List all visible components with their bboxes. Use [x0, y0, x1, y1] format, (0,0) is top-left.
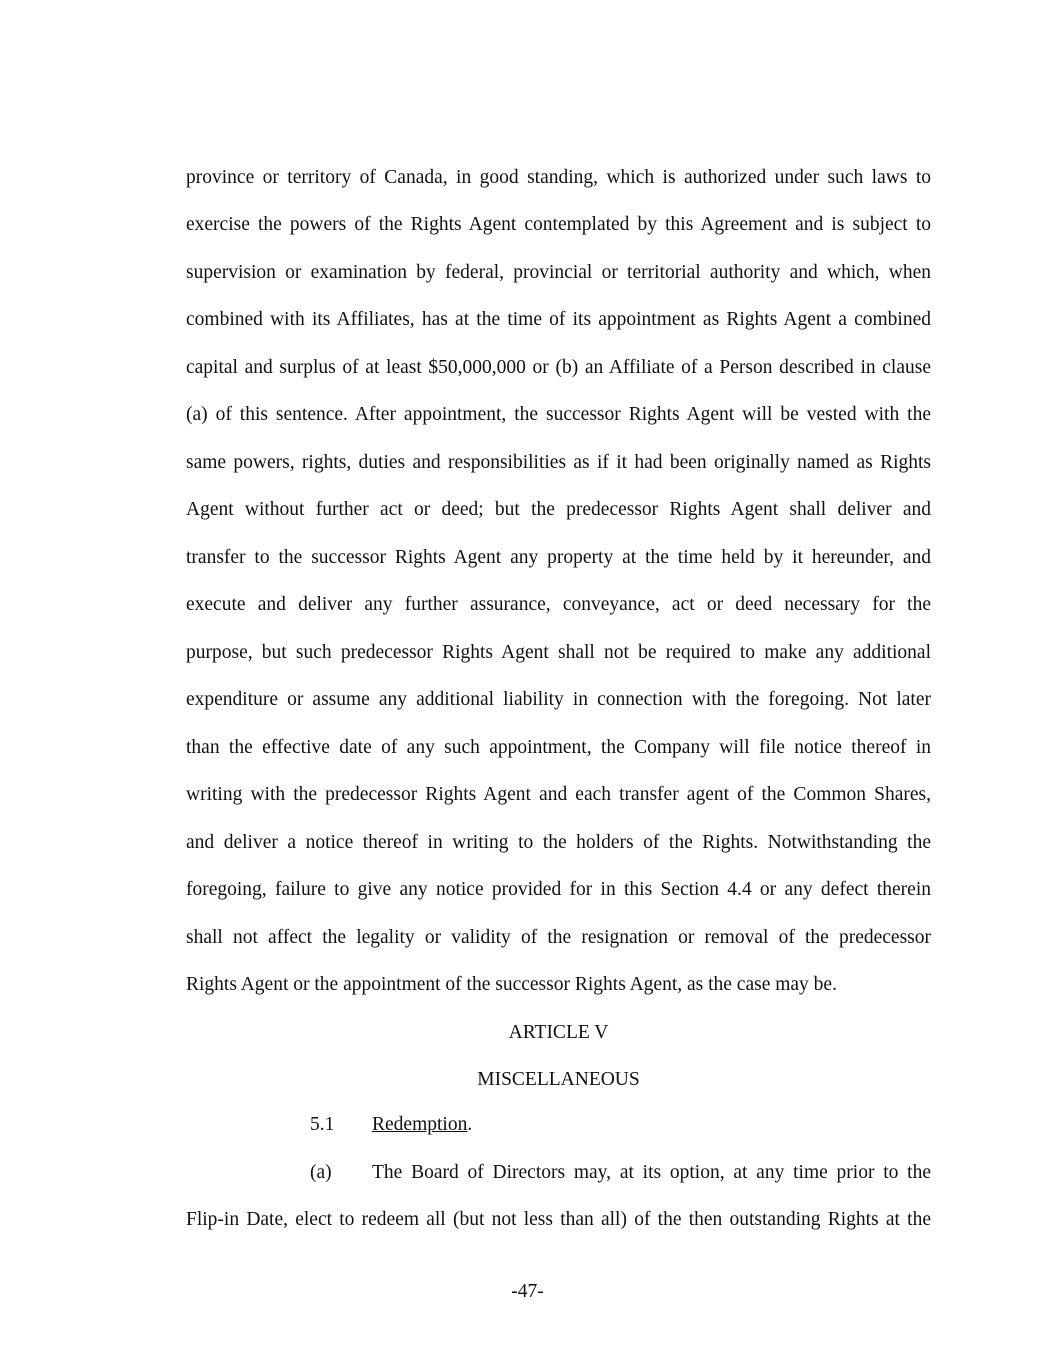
section-title: Redemption: [372, 1114, 468, 1135]
body-line: (a) of this sentence. After appointment, the successor Rights Agent will be vested with the: [186, 404, 931, 425]
article-heading: ARTICLE V: [508, 1022, 609, 1043]
paragraph-a-first-line: The Board of Directors may, at its option, at any time prior to the: [372, 1162, 931, 1183]
body-line: capital and surplus of at least $50,000,000 or (b) an Affiliate of a Person described in clause: [186, 357, 931, 378]
article-title: MISCELLANEOUS: [477, 1069, 640, 1090]
body-line: foregoing, failure to give any notice provided for in this Section 4.4 or any defect therein: [186, 879, 931, 900]
body-line: transfer to the successor Rights Agent any property at the time held by it hereunder, and: [186, 547, 931, 568]
body-line: province or territory of Canada, in good standing, which is authorized under such laws to: [186, 167, 931, 188]
body-line-last: Rights Agent or the appointment of the successor Rights Agent, as the case may be.: [186, 974, 837, 995]
body-line: purpose, but such predecessor Rights Agent shall not be required to make any additional: [186, 642, 931, 663]
body-line: same powers, rights, duties and responsibilities as if it had been originally named as Rights: [186, 452, 931, 473]
paragraph-a-second-line: Flip-in Date, elect to redeem all (but not less than all) of the then outstanding Rights at the: [186, 1209, 931, 1230]
body-line: execute and deliver any further assurance, conveyance, act or deed necessary for the: [186, 594, 931, 615]
section-title-period: .: [467, 1114, 473, 1135]
body-line: exercise the powers of the Rights Agent contemplated by this Agreement and is subject to: [186, 214, 931, 235]
body-line: and deliver a notice thereof in writing to the holders of the Rights. Notwithstanding the: [186, 832, 931, 853]
body-line: supervision or examination by federal, provincial or territorial authority and which, when: [186, 262, 931, 283]
paragraph-a-label: (a): [310, 1162, 332, 1183]
section-title-wrap: [372, 1113, 472, 1137]
body-line: expenditure or assume any additional liability in connection with the foregoing. Not later: [186, 689, 931, 710]
body-line: shall not affect the legality or validity of the resignation or removal of the predecessor: [186, 927, 931, 948]
body-line: writing with the predecessor Rights Agent and each transfer agent of the Common Shares,: [186, 784, 931, 805]
body-line: combined with its Affiliates, has at the time of its appointment as Rights Agent a combined: [186, 309, 931, 330]
section-number: 5.1: [310, 1114, 335, 1135]
page-number: -47-: [511, 1281, 544, 1302]
body-line: than the effective date of any such appointment, the Company will file notice thereof in: [186, 737, 931, 758]
body-line: Agent without further act or deed; but the predecessor Rights Agent shall deliver and: [186, 499, 931, 520]
